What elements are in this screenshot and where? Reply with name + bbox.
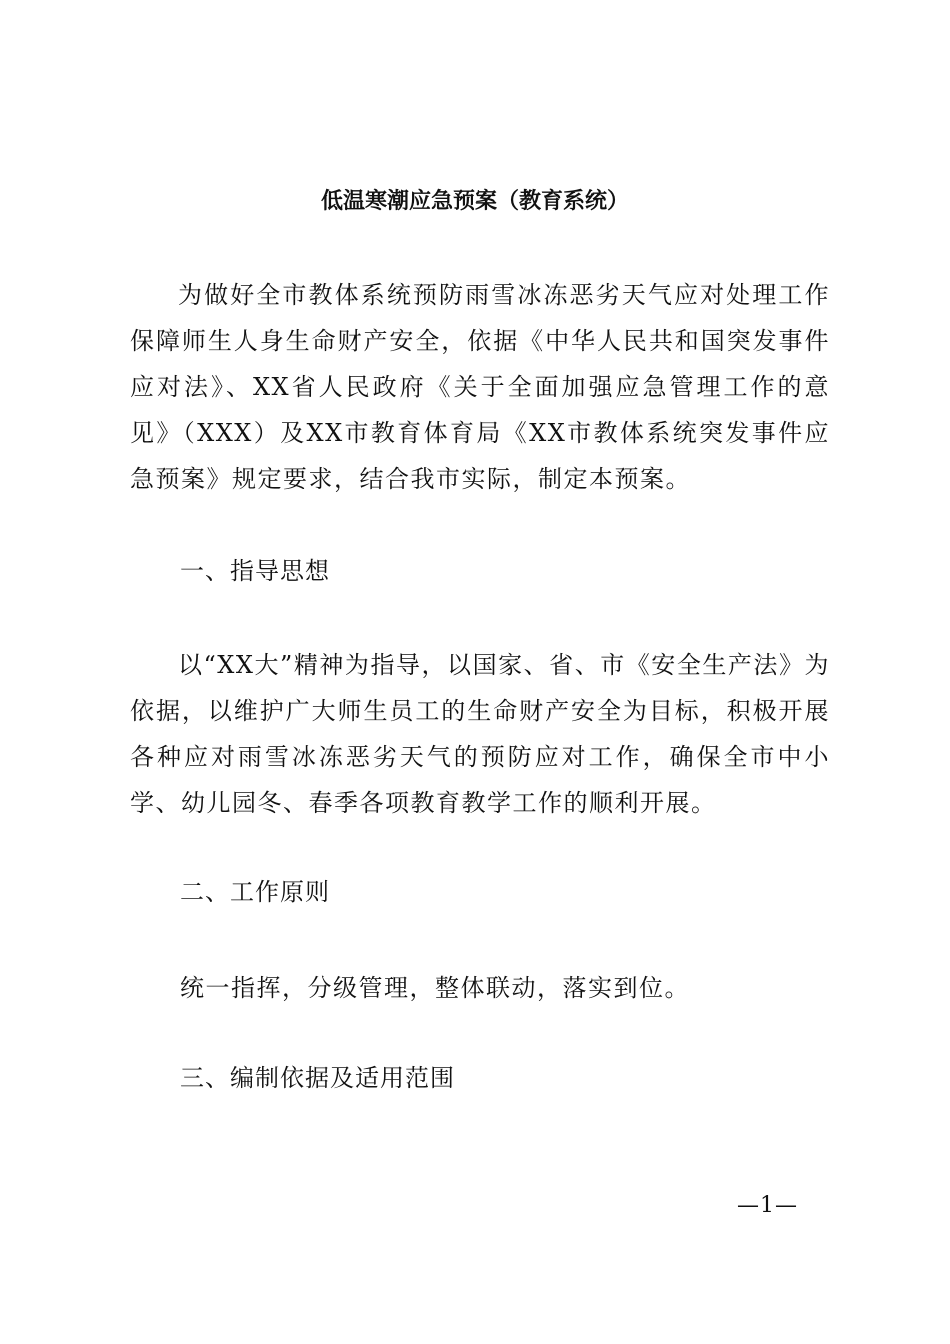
section-heading-basis-and-scope: 三、编制依据及适用范围 xyxy=(180,1064,455,1092)
section-heading-guiding-ideology: 一、指导思想 xyxy=(180,557,330,585)
section-heading-working-principles: 二、工作原则 xyxy=(180,878,330,906)
document-title: 低温寒潮应急预案（教育系统） xyxy=(320,189,629,214)
working-principles-paragraph: 统一指挥，分级管理，整体联动，落实到位。 xyxy=(180,974,690,1002)
guiding-ideology-paragraph: 以“XX大”精神为指导，以国家、省、市《安全生产法》为依据，以维护广大师生员工的生命财产安全为目标，积极开展各种应对雨雪冰冻恶劣天气的预防应对工作，确保全市中小学、幼儿园冬、春季各项教育教学工作的顺利开展。 xyxy=(130,651,830,817)
page-number: —1— xyxy=(737,1193,798,1218)
intro-paragraph: 为做好全市教体系统预防雨雪冰冻恶劣天气应对处理工作保障师生人身生命财产安全，依据《中华人民共和国突发事件应对法》、XX省人民政府《关于全面加强应急管理工作的意见》（XXX）及XX市教育体育局《XX市教体系统突发事件应急预案》规定要求，结合我市实际，制定本预案。 xyxy=(130,281,830,493)
